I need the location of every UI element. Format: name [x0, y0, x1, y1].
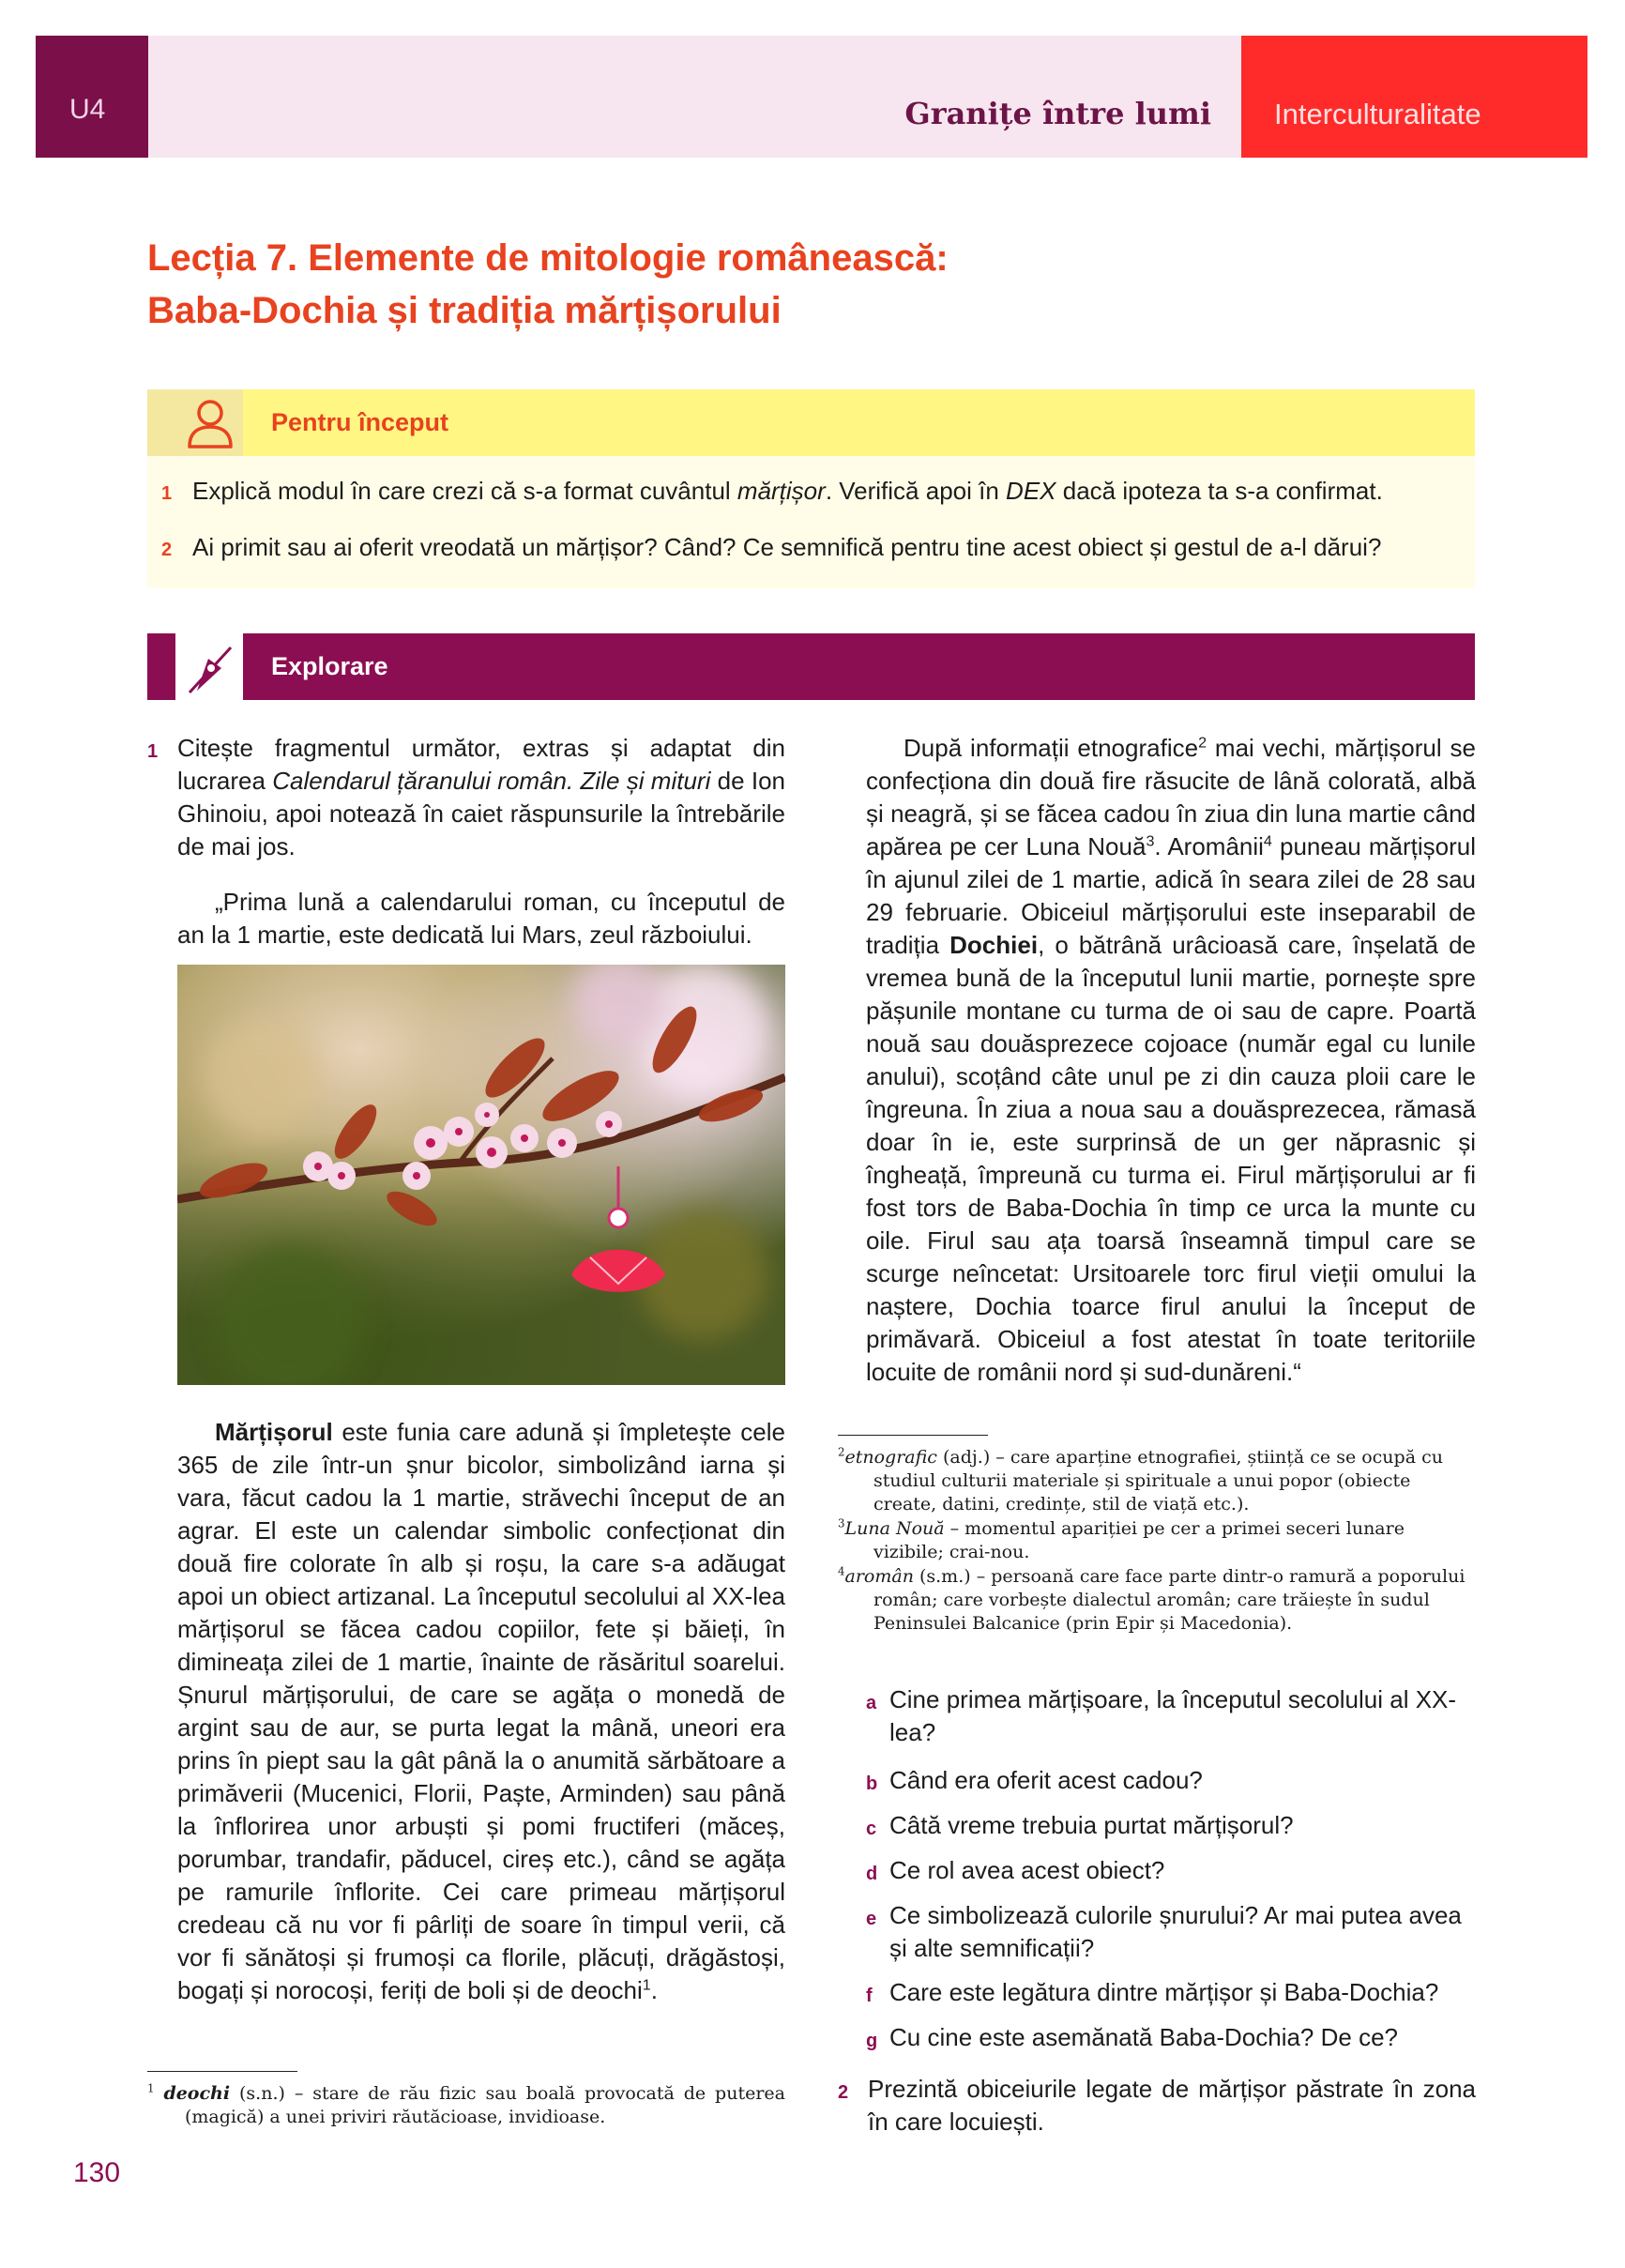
question-number: 2 [161, 540, 173, 560]
footnote-4: $^4$aromân (s.m.) – persoană care face parte dintr-o ramură a poporului român; care vorbește dialectul aromân; care trăiește în sudul Peninsulei Balcanice (prin Epir și Macedonia). [838, 1564, 1466, 1634]
question-text: Când era oferit acest cadou? [889, 1766, 1203, 1794]
pentru-inceput-heading: Pentru început [271, 408, 449, 436]
question-text: Cine primea mărțișoare, la începutul secolului al XX-lea? [889, 1685, 1457, 1746]
explorare-header [243, 633, 1475, 700]
unit-badge [36, 36, 148, 158]
question-g [866, 2021, 1476, 2054]
unit-label: U4 [69, 94, 106, 125]
exercise-1 [147, 732, 785, 863]
lesson-title-line2: Baba-Dochia și tradiția mărțișorului [147, 290, 782, 331]
question-a [866, 1683, 1476, 1749]
question-e [866, 1899, 1476, 1965]
pentru-inceput-header [243, 389, 1475, 456]
question-number: 1 [161, 483, 173, 504]
footnote-3: $^3$Luna Nouă – momentul apariției pe cer a primei seceri lunare vizibile; crai-nou. [838, 1516, 1405, 1562]
exercise-2 [838, 2073, 1476, 2139]
question-text: Explică modul în care crezi că s-a format cuvântul mărțișor. Verifică apoi în DEX dacă ipoteza ta s-a confirmat. [192, 477, 1383, 505]
question-letter: a [866, 1693, 877, 1713]
page-number: 130 [73, 2157, 121, 2188]
footnote-divider [838, 1435, 988, 1436]
compass-icon [180, 640, 238, 698]
header-band [148, 36, 1241, 158]
question-text: Ai primit sau ai oferit vreodată un mărțișor? Când? Ce semnifică pentru tine acest obiect și gestul de a-l dărui? [192, 533, 1382, 561]
question-letter: c [866, 1819, 877, 1839]
question-f [866, 1976, 1476, 2009]
question-text: Câtă vreme trebuia purtat mărțișorul? [889, 1811, 1294, 1839]
fragment-paragraph-3: După informații etnografice$^2$ mai vechi, mărțișorul se confecționa din două fire răsucite de lână colorată, albă și neagră, și se făcea cadou în ziua din luna martie când apărea pe cer Luna Nouă$^3$. Aromânii$^4$ puneau mărțișorul în ajunul zilei de 1 martie, adică în seara zilei de 28 sau 29 februarie. Obiceiul mărțișorului este inseparabil de tradiția Dochiei, o bătrână urâcioasă care, înșelată de vremea bună de la începutul lunii martie, pornește spre pășunile montane cu turma de oi sau de capre. Poartă nouă sau douăsprezece cojoace (număr egal cu lunile anului), scoțând câte unul pe zi din cauza ploii care le îngreuna. În ziua a noua sau a douăsprezecea, rămasă doar în ie, este surprinsă de un ger năprasnic și îngheață, împreună cu turma ei. Firul mărțișorului ar fi fost tors de Baba-Dochia în timp ce urca la munte cu oile. Firul sau ața toarsă înseamnă timpul care se scurge neîncetat: Ursitoarele torc firul vieții omului la naștere, Dochia toarce firul anului la început de primăvară. Obiceiul a fost atestat în toate teritoriile locuite de românii nord și sud-dunăreni.“ [866, 734, 1477, 1386]
fragment-paragraph-1: „Prima lună a calendarului roman, cu începutul de an la 1 martie, este dedicată lui Mars, zeul războiului. [177, 888, 785, 949]
question-letter: d [866, 1864, 878, 1884]
footnotes-right [838, 1446, 1476, 1636]
question-letter: e [866, 1909, 877, 1929]
explorare-strip [147, 633, 175, 700]
footnote-divider [147, 2071, 297, 2072]
section-tag-label: Interculturalitate [1274, 98, 1481, 130]
question-text: Ce rol avea acest obiect? [889, 1856, 1165, 1884]
question-text: Ce simbolizează culorile șnurului? Ar mai putea avea și alte semnificații? [889, 1901, 1462, 1962]
question-letter: f [866, 1986, 873, 2006]
lesson-title-line1: Lecția 7. Elemente de mitologie românească: [147, 237, 949, 279]
question-text: Care este legătura dintre mărțișor și Baba-Dochia? [889, 1978, 1439, 2006]
person-icon [183, 396, 237, 450]
blossom-image [177, 965, 785, 1385]
question-b [866, 1764, 1476, 1797]
exercise-1-instruction: Citește fragmentul următor, extras și adaptat din lucrarea Calendarul țăranului român. Zile și mituri de Ion Ghinoiu, apoi notează în caiet răspunsurile la întrebările de mai jos. [177, 734, 785, 860]
fragment-paragraph-2: Mărțișorul este funia care adună și împletește cele 365 de zile într-un șnur bicolor, simbolizând iarna și vara, făcut cadou la 1 martie, străvechi început de an agrar. El este un calendar simbolic confecționat din două fire colorate în alb și roșu, la care s-a adăugat apoi un obiect artizanal. La începutul secolului al XX-lea mărțișorul se făcea cadou copiilor, fete și băieți, în dimineața zilei de 1 martie, înainte de răsăritul soarelui. Șnurul mărțișorului, de care se agăța o monedă de argint sau de aur, se purta legat la mână, uneori era prins în piept sau la gât până la o anumită sărbătoare a primăverii (Mucenici, Florii, Paște, Arminden) sau până la înflorirea unor arbuști și pomi fructiferi (măceș, porumbar, trandafir, păducel, cireș etc.), când se agăța pe ramurile înflorite. Cei care primeau mărțișorul credeau că nu vor fi pârliți de soare în timpul verii, că vor fi sănătoși și frumoși ca florile, plăcuți, drăgăstoși, bogați și norocoși, feriți de boli și de deochi$^1$. [177, 1418, 785, 2004]
blossom-photo [177, 965, 785, 1385]
footnote-1: $^1$ deochi (s.n.) – stare de rău fizic sau boală provocată de puterea (magică) a unei priviri răutăcioase, invidioase. [147, 2081, 785, 2127]
question-c [866, 1809, 1476, 1842]
question-letter: b [866, 1773, 878, 1794]
question-d [866, 1854, 1476, 1887]
unit-title: Granițe între lumi [904, 96, 1211, 131]
question-text: Cu cine este asemănată Baba-Dochia? De ce? [889, 2023, 1398, 2051]
lesson-title [147, 232, 1508, 337]
explorare-heading: Explorare [271, 652, 388, 680]
question-letter: g [866, 2031, 878, 2051]
exercise-2-text: Prezintă obiceiurile legate de mărțișor păstrate în zona în care locuiești. [868, 2075, 1476, 2136]
exercise-number: 1 [147, 741, 159, 762]
exercise-number: 2 [838, 2082, 849, 2103]
footnote-2: $^2$etnografic (adj.) – care aparține etnografiei, științǎ ce se ocupă cu studiul culturii materiale și spirituale a unui popor (obiecte create, datini, credințe, stil de viață etc.). [838, 1445, 1443, 1515]
section-tag [1241, 36, 1587, 158]
